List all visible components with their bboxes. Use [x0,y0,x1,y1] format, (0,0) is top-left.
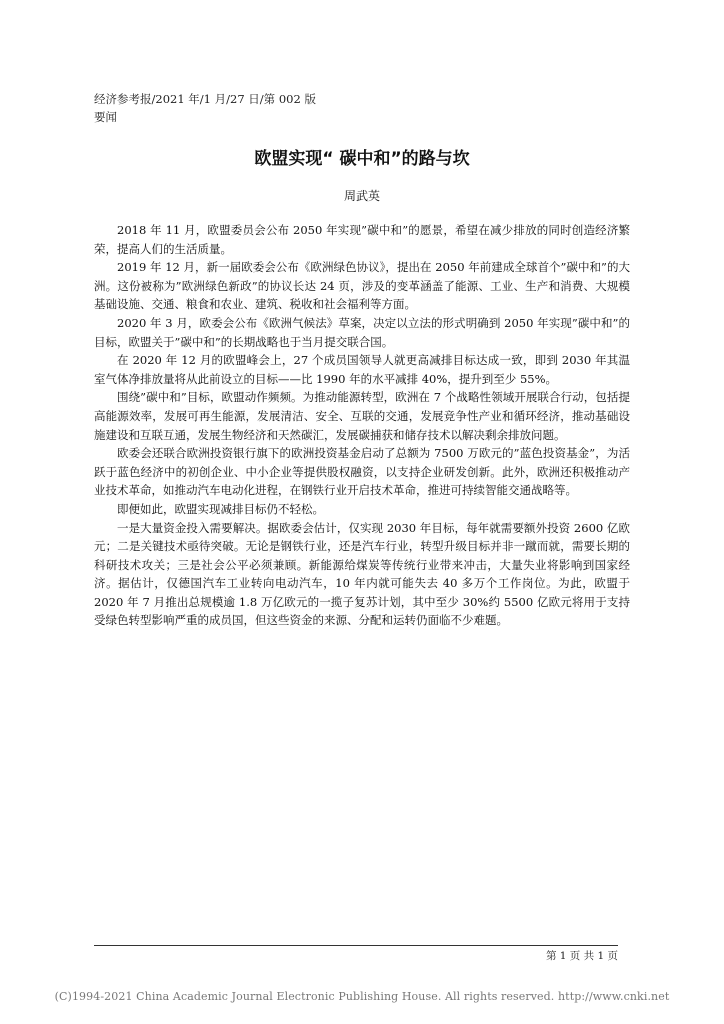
article-title: 欧盟实现“ 碳中和”的路与坎 [254,149,470,169]
paragraph: 欧委会还联合欧洲投资银行旗下的欧洲投资基金启动了总额为 7500 万欧元的”蓝色投资基金”，为活跃于蓝色经济中的初创企业、中小企业等提供股权融资，以支持企业研发创新。此外，欧洲还积极推动产业技术革命，如推动汽车电动化进程，在钢铁行业开启技术革命，推进可持续智能交通战略等。 [94,446,630,498]
paragraph: 在 2020 年 12 月的欧盟峰会上，27 个成员国领导人就更高减排目标达成一致，即到 2030 年其温室气体净排放量将从此前设立的目标——比 1990 年的水平减排 40%，提升到至少 55%。 [94,353,630,386]
section-label: 要闻 [94,110,117,124]
article-body [94,221,630,630]
paragraph: 一是大量资金投入需要解决。据欧委会估计，仅实现 2030 年目标，每年就需要额外投资 2600 亿欧元；二是关键技术亟待突破。无论是钢铁行业，还是汽车行业，转型升级目标并非一蹴而就，需要长期的科研技术攻关；三是社会公平必须兼顾。新能源给煤炭等传统行业带来冲击，大量失业将影响到国家经济。据估计，仅德国汽车工业转向电动汽车，10 年内就可能失去 40 多万个工作岗位。为此，欧盟于 2020 年 7 月推出总规模逾 1.8 万亿欧元的一揽子复苏计划，其中至少 30%约 5500 亿欧元将用于支持受绿色转型影响严重的成员国，但这些资金的来源、分配和运转仍面临不少难题。 [94,520,630,628]
article-author: 周武英 [343,189,380,203]
source-line: 经济参考报/2021 年/1 月/27 日/第 002 版 [94,92,316,106]
footer-divider [94,945,618,946]
copyright-notice: (C)1994-2021 China Academic Journal Electronic Publishing House. All rights reserved. http://www.cnki.net [54,990,670,1003]
article-source [94,90,316,126]
paragraph: 即便如此，欧盟实现减排目标仍不轻松。 [117,501,324,516]
page-number: 第 1 页 共 1 页 [545,950,618,962]
paragraph: 2020 年 3 月，欧委会公布《欧洲气候法》草案，决定以立法的形式明确到 2050 年实现”碳中和”的目标，欧盟关于”碳中和”的长期战略也于当月提交联合国。 [94,315,630,349]
paragraph: 2019 年 12 月，新一届欧委会公布《欧洲绿色协议》，提出在 2050 年前建成全球首个”碳中和”的大洲。这份被称为”欧洲绿色新政”的协议长达 24 页，涉及的变革涵盖了能源、工业、生产和消费、大规模基础设施、交通、粮食和农业、建筑、税收和社会福利等方面。 [94,260,630,312]
paragraph: 围绕”碳中和”目标，欧盟动作频频。为推动能源转型，欧洲在 7 个战略性领域开展联合行动，包括提高能源效率，发展可再生能源，发展清洁、安全、互联的交通，发展竞争性产业和循环经济，推动基础设施建设和互联互通，发展生物经济和天然碳汇，发展碳捕获和储存技术以解决剩余排放问题。 [94,390,630,442]
paragraph: 2018 年 11 月，欧盟委员会公布 2050 年实现”碳中和”的愿景，希望在减少排放的同时创造经济繁荣，提高人们的生活质量。 [94,223,630,256]
